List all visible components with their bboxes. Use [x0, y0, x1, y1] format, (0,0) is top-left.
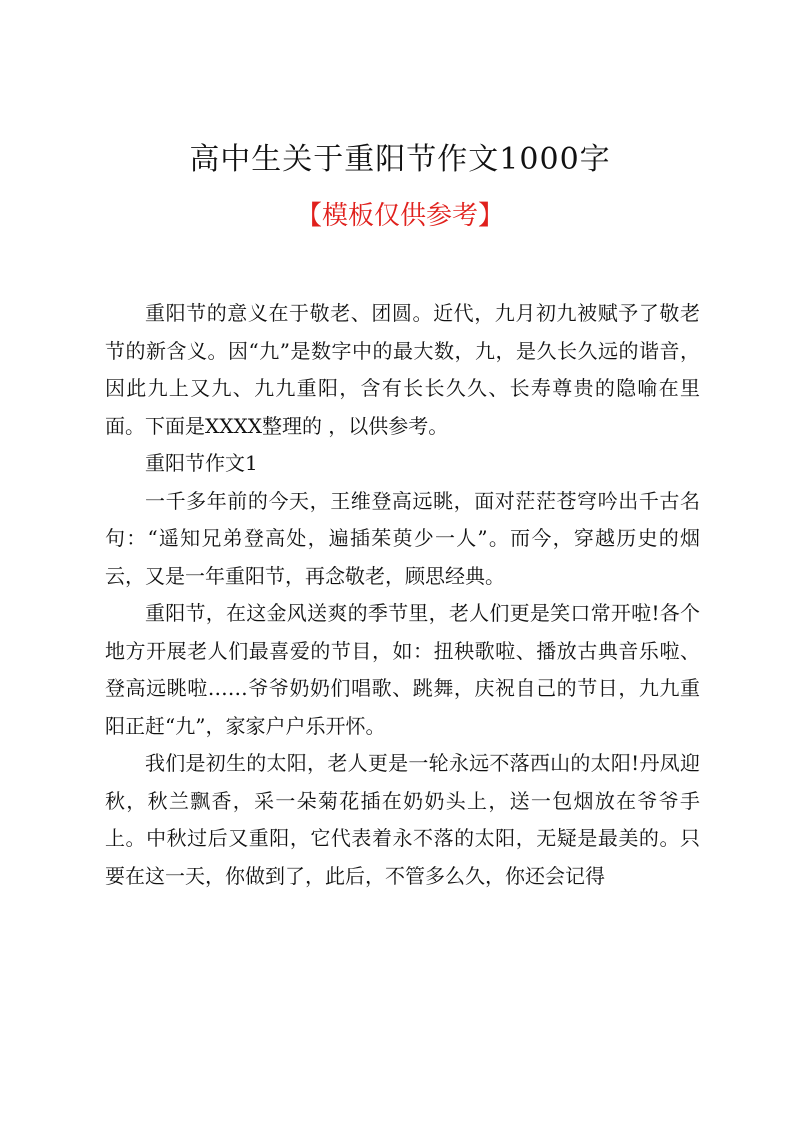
body-paragraph-2: 重阳节，在这金风送爽的季节里，老人们更是笑口常开啦!各个地方开展老人们最喜爱的节目，如：扭秧歌啦、播放古典音乐啦、登高远眺啦……爷爷奶奶们唱歌、跳舞，庆祝自己的节日，九九重阳正赶“九”，家家户户乐开怀。 [105, 601, 700, 738]
document-title: 高中生关于重阳节作文1000字 [189, 142, 611, 177]
template-notice: 【模板仅供参考】 [295, 201, 504, 231]
document-body [105, 295, 700, 895]
body-paragraph-3: 我们是初生的太阳，老人更是一轮永远不落西山的太阳!丹凤迎秋，秋兰飘香，采一朵菊花插在奶奶头上，送一包烟放在爷爷手上。中秋过后又重阳，它代表着永不落的太阳，无疑是最美的。只要在这一天，你做到了，此后，不管多么久，你还会记得 [105, 751, 700, 888]
body-paragraph-1: 一千多年前的今天，王维登高远眺，面对茫茫苍穹吟出千古名句：“遥知兄弟登高处，遍插茱萸少一人”。而今，穿越历史的烟云，又是一年重阳节，再念敬老，顾思经典。 [105, 488, 700, 588]
section-heading: 重阳节作文1 [145, 451, 258, 475]
intro-paragraph: 重阳节的意义在于敬老、团圆。近代，九月初九被赋予了敬老节的新含义。因“九”是数字中的最大数，九，是久长久远的谐音，因此九上又九、九九重阳，含有长长久久、长寿尊贵的隐喻在里面。下面是XXXX整理的 ，以供参考。 [105, 301, 700, 438]
